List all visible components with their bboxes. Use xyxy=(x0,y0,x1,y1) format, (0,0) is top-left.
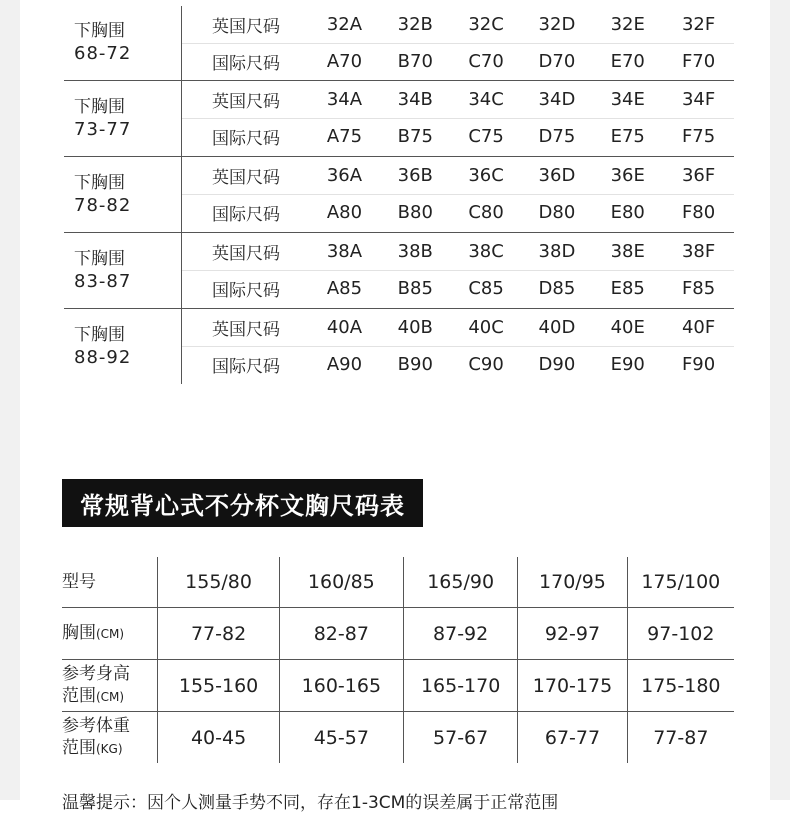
size-cell: A85 xyxy=(326,278,363,299)
row-label: 参考身高 xyxy=(62,664,130,684)
table-cell: 77-82 xyxy=(157,608,278,659)
size-cell: E70 xyxy=(610,51,645,72)
underbust-label: 下胸围 xyxy=(74,96,125,117)
size-cell: 34D xyxy=(538,89,576,110)
size-cell: D85 xyxy=(538,278,576,299)
size-cell: 40E xyxy=(610,317,645,338)
table-row-weight xyxy=(62,712,734,763)
size-cell: B90 xyxy=(397,354,433,375)
size-cell: E85 xyxy=(610,278,645,299)
uk-size-row xyxy=(182,81,734,119)
size-cell: 38E xyxy=(610,241,645,262)
row-header xyxy=(62,557,157,607)
size-cell: 36A xyxy=(326,165,363,186)
underbust-range: 78-82 xyxy=(74,194,132,216)
underbust-label: 下胸围 xyxy=(74,248,125,269)
row-label: 英国尺码 xyxy=(212,92,280,112)
size-cell: A80 xyxy=(326,202,363,223)
size-cell: 36D xyxy=(538,165,576,186)
size-cell: 38A xyxy=(326,241,363,262)
left-margin xyxy=(0,0,20,800)
table-row-height xyxy=(62,660,734,712)
table-cell: 45-57 xyxy=(279,712,403,763)
underbust-band xyxy=(64,233,191,308)
intl-size-row xyxy=(182,43,734,80)
size-cell: 32E xyxy=(610,14,645,35)
table-cell: 97-102 xyxy=(627,608,734,659)
size-cell: F70 xyxy=(681,51,716,72)
table-cell: 92-97 xyxy=(517,608,626,659)
underbust-band xyxy=(64,309,191,384)
underbust-range: 83-87 xyxy=(74,270,132,292)
size-cell: F80 xyxy=(681,202,716,223)
size-cell: 32F xyxy=(681,14,716,35)
underbust-label: 下胸围 xyxy=(74,21,125,41)
row-header xyxy=(62,712,157,763)
row-unit: (CM) xyxy=(96,627,125,641)
underbust-label: 下胸围 xyxy=(74,172,125,193)
size-cell: 40C xyxy=(468,317,504,338)
size-cell: 34B xyxy=(397,89,433,110)
intl-size-row xyxy=(182,346,734,383)
measurement-note: 温馨提示：因个人测量手势不同，存在1-3CM的误差属于正常范围 xyxy=(62,793,559,813)
size-cell: 40A xyxy=(326,317,363,338)
size-cell: B80 xyxy=(397,202,433,223)
size-group xyxy=(64,233,734,309)
table-cell: 67-77 xyxy=(517,712,626,763)
right-margin xyxy=(770,0,790,800)
table-cell: 175-180 xyxy=(627,660,734,711)
size-cell: 38C xyxy=(468,241,504,262)
size-cell: 32B xyxy=(397,14,433,35)
size-cell: E75 xyxy=(610,126,645,147)
row-unit: (KG) xyxy=(96,742,123,756)
size-cell: B70 xyxy=(397,51,433,72)
table-cell: 175/100 xyxy=(627,557,734,607)
underbust-range: 68-72 xyxy=(74,43,132,64)
size-cell: D80 xyxy=(538,202,576,223)
size-cell: 34E xyxy=(610,89,645,110)
table-cell: 160-165 xyxy=(279,660,403,711)
size-cell: 34F xyxy=(681,89,716,110)
table-cell: 170/95 xyxy=(517,557,626,607)
size-cell: F90 xyxy=(681,354,716,375)
size-cell: F85 xyxy=(681,278,716,299)
size-cell: 36B xyxy=(397,165,433,186)
size-cell: C80 xyxy=(468,202,504,223)
size-cell: C90 xyxy=(468,354,504,375)
size-group xyxy=(64,6,734,81)
row-label: 型号 xyxy=(62,572,96,592)
row-label-line2: 范围 xyxy=(62,686,96,706)
size-group xyxy=(64,81,734,157)
size-cell: E90 xyxy=(610,354,645,375)
uk-size-row xyxy=(182,309,734,347)
row-label: 国际尺码 xyxy=(212,357,280,377)
size-cell: A90 xyxy=(326,354,363,375)
row-label: 胸围 xyxy=(62,623,96,643)
underbust-range: 88-92 xyxy=(74,346,132,368)
intl-size-row xyxy=(182,194,734,231)
size-cell: 36F xyxy=(681,165,716,186)
size-cell: 32C xyxy=(468,14,504,35)
table-cell: 160/85 xyxy=(279,557,403,607)
size-cell: D90 xyxy=(538,354,576,375)
table-row-bust xyxy=(62,608,734,660)
table-cell: 57-67 xyxy=(403,712,517,763)
bra-size-conversion-table xyxy=(64,6,734,384)
size-cell: 38D xyxy=(538,241,576,262)
size-cell: 40D xyxy=(538,317,576,338)
row-label: 国际尺码 xyxy=(212,205,280,225)
table-cell: 82-87 xyxy=(279,608,403,659)
table-cell: 155/80 xyxy=(157,557,278,607)
row-label: 英国尺码 xyxy=(212,320,280,340)
table-cell: 40-45 xyxy=(157,712,278,763)
row-label: 英国尺码 xyxy=(212,168,280,188)
size-cell: 32D xyxy=(538,14,576,35)
size-cell: B85 xyxy=(397,278,433,299)
uk-size-row xyxy=(182,157,734,195)
size-cell: C75 xyxy=(468,126,504,147)
size-cell: 34A xyxy=(326,89,363,110)
uk-size-row xyxy=(182,6,734,44)
table-cell: 87-92 xyxy=(403,608,517,659)
size-group xyxy=(64,309,734,384)
underbust-band xyxy=(64,6,191,80)
intl-size-row xyxy=(182,270,734,307)
table-cell: 77-87 xyxy=(627,712,734,763)
table-row-model xyxy=(62,557,734,608)
size-cell: 36C xyxy=(468,165,504,186)
row-header xyxy=(62,660,157,711)
row-label: 英国尺码 xyxy=(212,244,280,264)
section-title: 常规背心式不分杯文胸尺码表 xyxy=(62,479,423,527)
size-cell: E80 xyxy=(610,202,645,223)
size-cell: C85 xyxy=(468,278,504,299)
row-label: 国际尺码 xyxy=(212,129,280,149)
size-cell: D75 xyxy=(538,126,576,147)
intl-size-row xyxy=(182,118,734,155)
size-cell: 40B xyxy=(397,317,433,338)
table-cell: 165/90 xyxy=(403,557,517,607)
underbust-label: 下胸围 xyxy=(74,324,125,345)
uk-size-row xyxy=(182,233,734,271)
row-label-line2: 范围 xyxy=(62,738,96,758)
table-cell: 170-175 xyxy=(517,660,626,711)
size-cell: 38B xyxy=(397,241,433,262)
underbust-range: 73-77 xyxy=(74,118,132,140)
size-cell: C70 xyxy=(468,51,504,72)
size-cell: 38F xyxy=(681,241,716,262)
size-cell: B75 xyxy=(397,126,433,147)
size-cell: A75 xyxy=(326,126,363,147)
size-cell: D70 xyxy=(538,51,576,72)
size-group xyxy=(64,157,734,233)
size-cell: 32A xyxy=(326,14,363,35)
underbust-band xyxy=(64,81,191,156)
row-label: 国际尺码 xyxy=(212,281,280,301)
size-cell: 36E xyxy=(610,165,645,186)
size-cell: 34C xyxy=(468,89,504,110)
vest-bra-size-table xyxy=(62,557,734,763)
table-cell: 155-160 xyxy=(157,660,278,711)
underbust-band xyxy=(64,157,191,232)
row-label: 参考体重 xyxy=(62,716,130,736)
table-cell: 165-170 xyxy=(403,660,517,711)
row-header xyxy=(62,608,157,659)
row-label: 国际尺码 xyxy=(212,54,280,74)
size-cell: 40F xyxy=(681,317,716,338)
size-cell: A70 xyxy=(326,51,363,72)
row-label: 英国尺码 xyxy=(212,17,280,37)
row-unit: (CM) xyxy=(96,690,125,704)
size-cell: F75 xyxy=(681,126,716,147)
